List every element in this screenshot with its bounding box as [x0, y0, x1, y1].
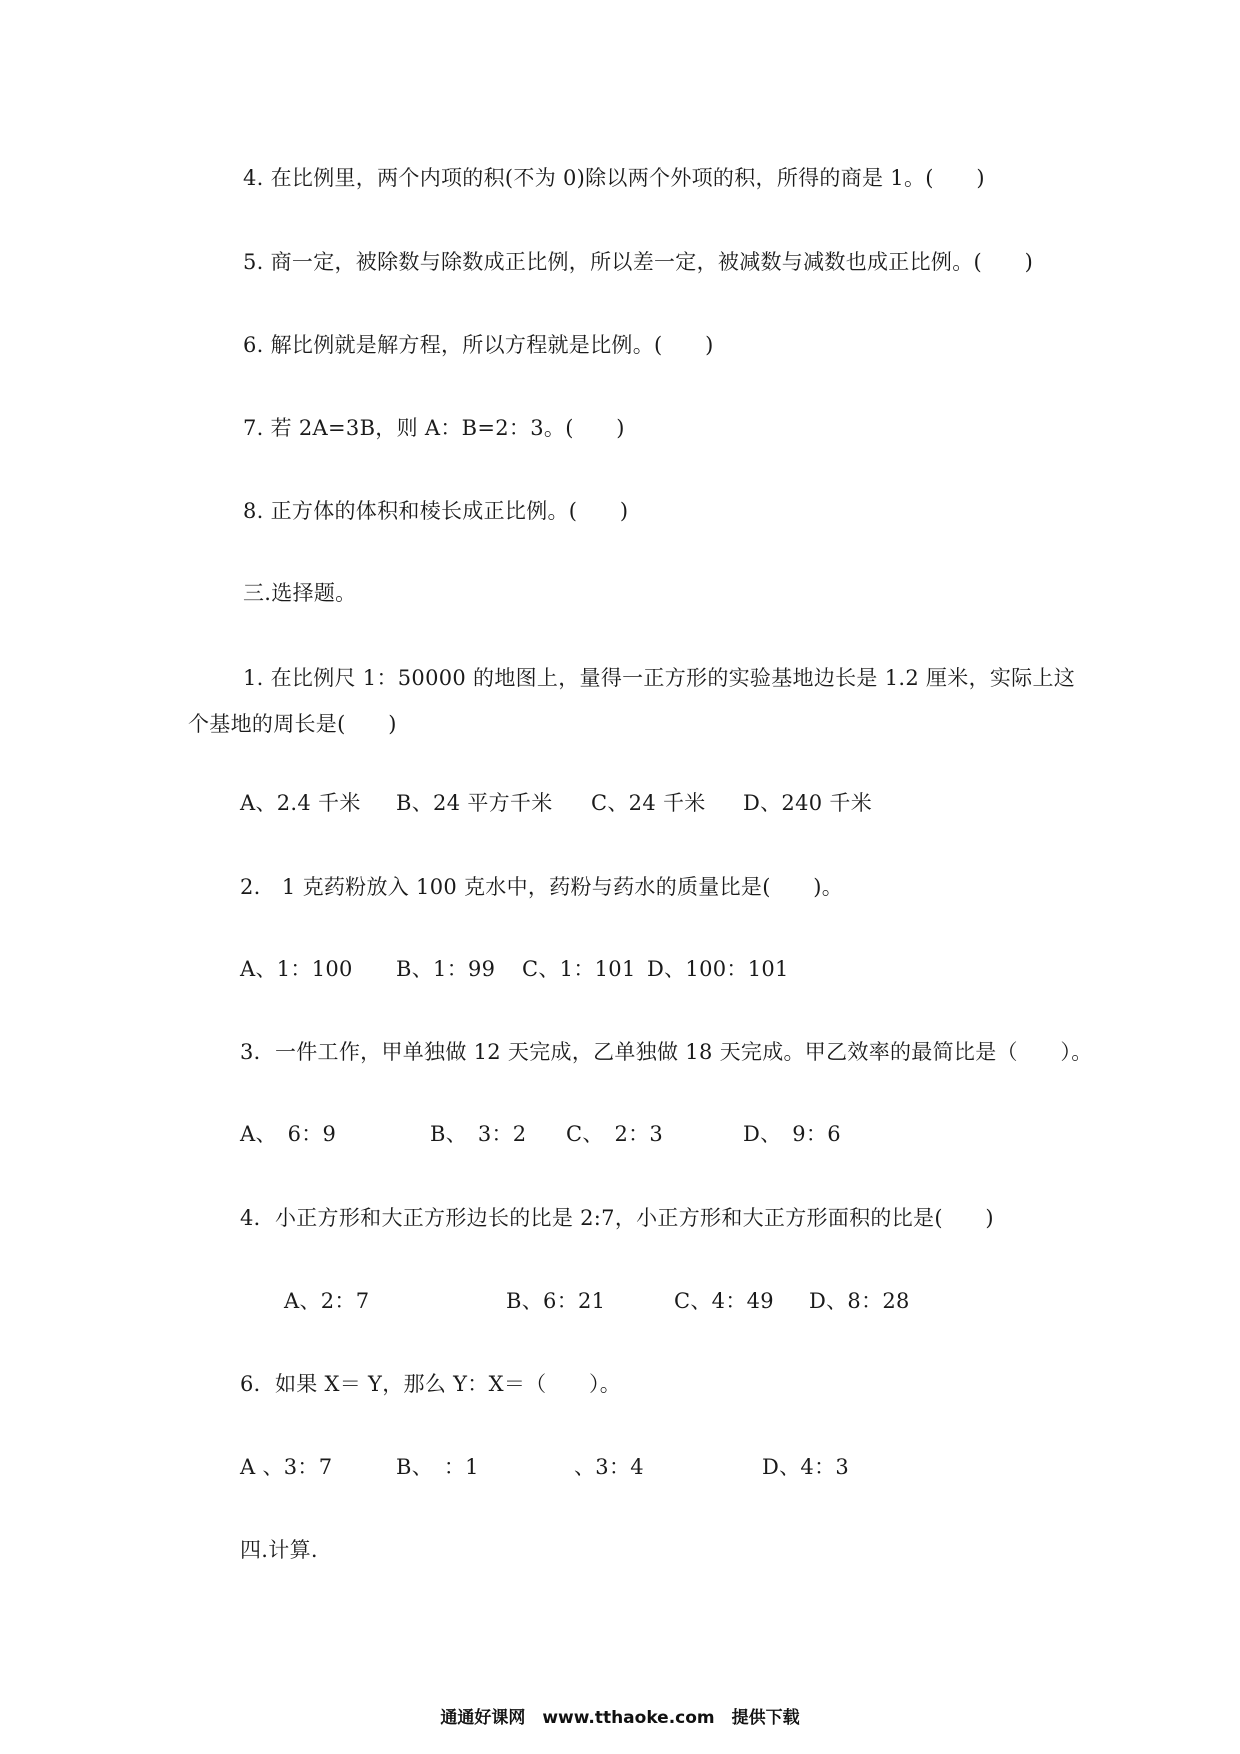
choice-q3-option-d: D、 9：6: [743, 1122, 841, 1146]
choice-q1-option-c: C、24 千米: [591, 791, 706, 815]
choice-q6-option-d: D、4：3: [762, 1455, 850, 1479]
choice-q2: 2. 1 克药粉放入 100 克水中，药粉与药水的质量比是( )。: [240, 875, 844, 899]
choice-q3-option-a: A、 6：9: [240, 1122, 337, 1146]
judgment-q8: 8. 正方体的体积和棱长成正比例。( ): [243, 499, 629, 523]
page-footer: 通通好课网 www.tthaoke.com 提供下载: [440, 1708, 800, 1728]
choice-q6-option-a: A 、3：7: [240, 1455, 333, 1479]
choice-heading: 三.选择题。: [243, 581, 357, 605]
judgment-q4: 4. 在比例里，两个内项的积(不为 0)除以两个外项的积，所得的商是 1。( ): [243, 166, 985, 190]
calc-heading: 四.计算.: [240, 1538, 318, 1562]
choice-q2-option-d: D、100：101: [647, 957, 789, 981]
choice-q3: 3．一件工作，甲单独做 12 天完成，乙单独做 18 天完成。甲乙效率的最简比是（ ）。: [240, 1040, 1093, 1064]
choice-q2-option-c: C、1：101: [522, 957, 636, 981]
choice-q1-option-a: A、2.4 千米: [240, 791, 361, 815]
choice-q2-option-b: B、1：99: [396, 957, 496, 981]
choice-q6: 6．如果 X＝ Y，那么 Y：X＝（ ）。: [240, 1372, 622, 1396]
choice-q6-option-c: 、3：4: [574, 1455, 644, 1479]
choice-q1-line1: 1. 在比例尺 1：50000 的地图上，量得一正方形的实验基地边长是 1.2 厘米，实际上这: [243, 666, 1076, 690]
choice-q4: 4．小正方形和大正方形边长的比是 2:7，小正方形和大正方形面积的比是( ): [240, 1206, 994, 1230]
judgment-q7: 7. 若 2A=3B，则 A：B=2：3。( ): [243, 416, 625, 440]
choice-q4-option-a: A、2：7: [284, 1289, 370, 1313]
choice-q1-option-b: B、24 平方千米: [396, 791, 553, 815]
choice-q2-option-a: A、1：100: [240, 957, 353, 981]
judgment-q6: 6. 解比例就是解方程，所以方程就是比例。( ): [243, 333, 714, 357]
choice-q4-option-c: C、4：49: [674, 1289, 774, 1313]
choice-q4-option-d: D、8：28: [809, 1289, 910, 1313]
choice-q1-option-d: D、240 千米: [743, 791, 872, 815]
choice-q4-option-b: B、6：21: [506, 1289, 606, 1313]
choice-q6-option-b: B、 ：1: [396, 1455, 479, 1479]
judgment-q5: 5. 商一定，被除数与除数成正比例，所以差一定，被减数与减数也成正比例。( ): [243, 250, 1034, 274]
choice-q1-line2: 个基地的周长是( ): [188, 712, 397, 736]
choice-q3-option-b: B、 3：2: [430, 1122, 527, 1146]
choice-q3-option-c: C、 2：3: [566, 1122, 664, 1146]
